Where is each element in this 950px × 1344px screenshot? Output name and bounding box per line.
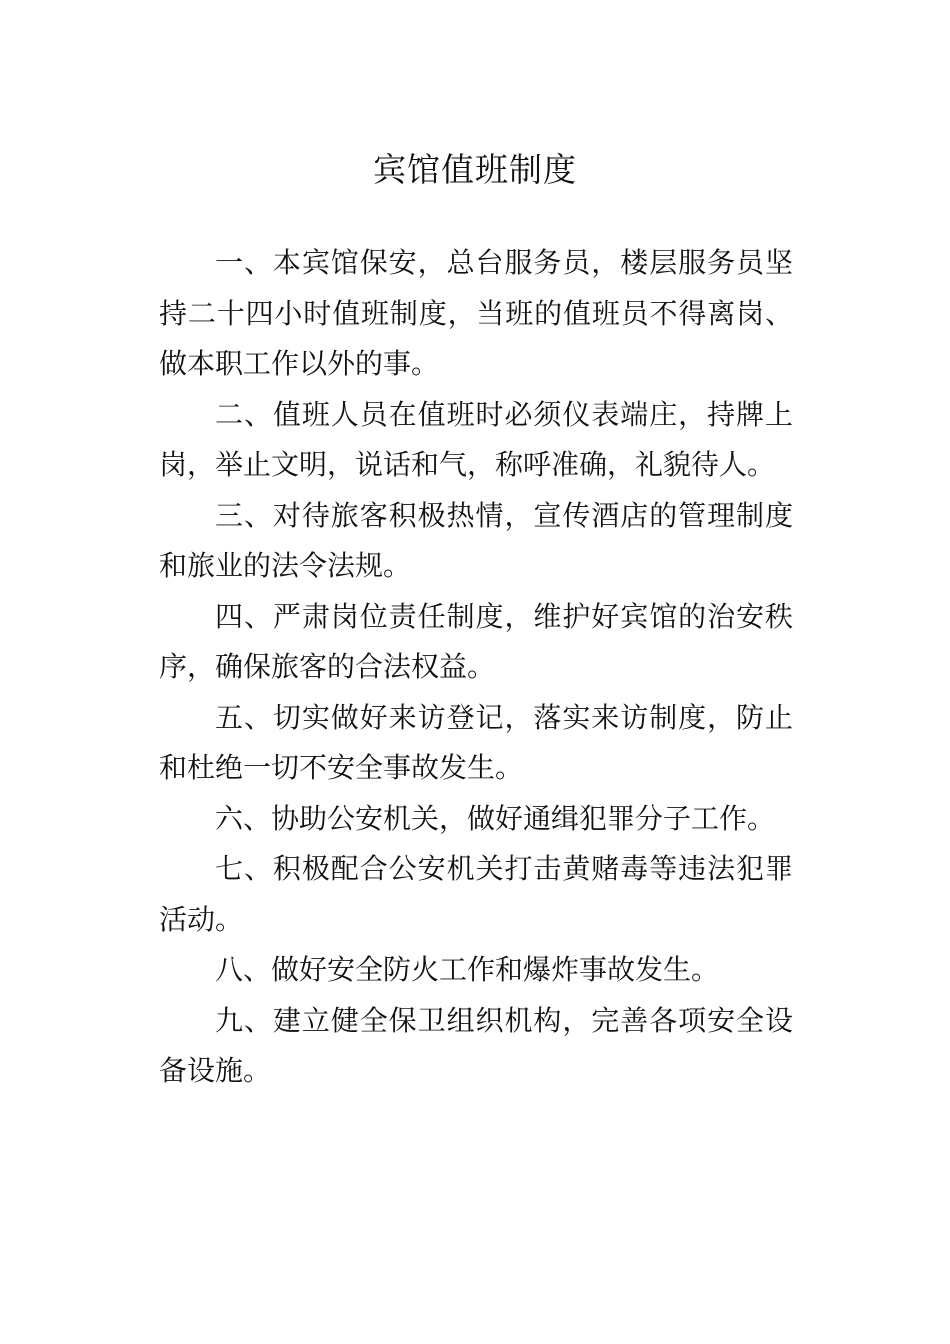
rule-paragraph-8: 八、做好安全防火工作和爆炸事故发生。 <box>215 953 720 986</box>
document-title: 宾馆值班制度 <box>373 150 577 189</box>
rule-paragraph-4: 四、严肃岗位责任制度，维护好宾馆的治安秩序，确保旅客的合法权益。 <box>159 599 793 683</box>
rule-paragraph-9: 九、建立健全保卫组织机构，完善各项安全设备设施。 <box>159 1003 793 1087</box>
document-body <box>159 238 793 1097</box>
rule-paragraph-7: 七、积极配合公安机关打击黄赌毒等违法犯罪活动。 <box>159 852 793 936</box>
rule-paragraph-6: 六、协助公安机关，做好通缉犯罪分子工作。 <box>215 801 776 835</box>
rule-paragraph-1: 一、本宾馆保安，总台服务员，楼层服务员坚持二十四小时值班制度，当班的值班员不得离岗、做本职工作以外的事。 <box>159 246 793 380</box>
rule-paragraph-2: 二、值班人员在值班时必须仪表端庄，持牌上岗，举止文明，说话和气，称呼准确，礼貌待人。 <box>159 397 793 481</box>
rule-paragraph-5: 五、切实做好来访登记，落实来访制度，防止和杜绝一切不安全事故发生。 <box>159 700 793 784</box>
rule-paragraph-3: 三、对待旅客积极热情，宣传酒店的管理制度和旅业的法令法规。 <box>159 498 793 582</box>
